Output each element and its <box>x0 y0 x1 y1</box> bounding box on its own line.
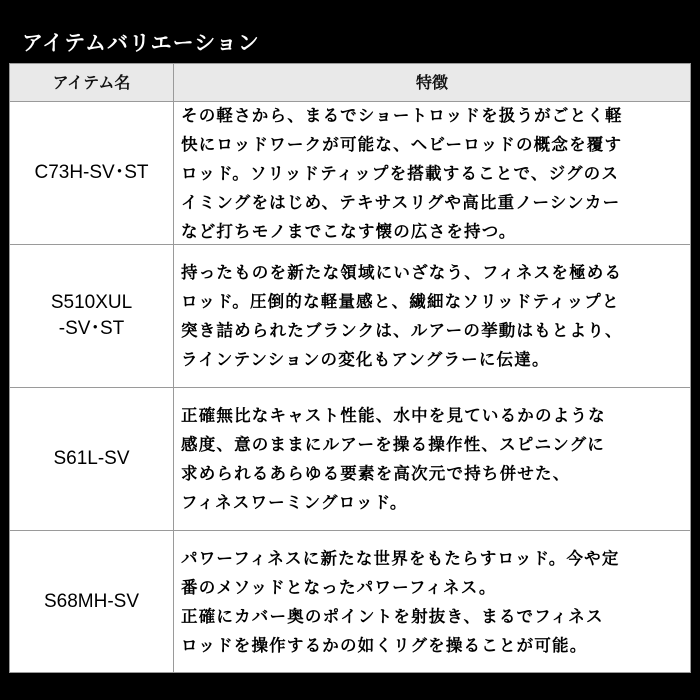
item-name-cell: S61L-SV <box>10 388 174 530</box>
feature-line: 快にロッドワークが可能な、ヘビーロッドの概念を覆す <box>181 134 623 154</box>
table-row <box>10 531 690 672</box>
item-variation-table <box>9 63 691 673</box>
table-row <box>10 388 690 531</box>
table-header <box>10 64 690 102</box>
header-item-name: アイテム名 <box>10 64 174 101</box>
feature-line: 求められるあらゆる要素を高次元で持ち併せた、 <box>181 464 571 483</box>
feature-line: フィネスワーミングロッド。 <box>181 493 408 512</box>
feature-line: など打ちモノまでこなす懐の広さを持つ。 <box>181 221 517 241</box>
table-row <box>10 102 690 245</box>
feature-line: イミングをはじめ、テキサスリグや高比重ノーシンカー <box>181 192 621 212</box>
feature-line: 正確無比なキャスト性能、水中を見ているかのような <box>181 406 606 425</box>
feature-cell <box>181 102 681 244</box>
feature-line: ラインテンションの変化もアングラーに伝達。 <box>181 350 550 369</box>
feature-line: ロッド。圧倒的な軽量感と、繊細なソリッドティップと <box>181 292 620 311</box>
feature-line: その軽さから、まるでショートロッドを扱うがごとく軽 <box>181 105 623 125</box>
feature-line: ロッド。ソリッドティップを搭載することで、ジグのス <box>181 163 620 183</box>
item-name-cell: S510XUL -SV･ST <box>10 245 174 387</box>
header-feature: 特徴 <box>415 73 448 92</box>
feature-line: 感度、意のままにルアーを操る操作性、スピニングに <box>181 435 605 454</box>
feature-line: 番のメソッドとなったパワーフィネス。 <box>181 577 497 597</box>
table-row <box>10 245 690 388</box>
feature-cell <box>181 531 681 672</box>
feature-line: 突き詰められたブランクは、ルアーの挙動はもとより、 <box>181 321 623 340</box>
item-name-cell: C73H-SV･ST <box>10 102 174 244</box>
page-title: アイテムバリエーション <box>22 31 260 55</box>
item-name-cell: S68MH-SV <box>10 531 174 672</box>
feature-cell <box>181 245 681 387</box>
feature-line: 持ったものを新たな領域にいざなう、フィネスを極める <box>181 263 623 282</box>
feature-line: パワーフィネスに新たな世界をもたらすロッド。今や定 <box>181 548 620 568</box>
feature-line: 正確にカバー奥のポイントを射抜き、まるでフィネス <box>181 606 604 626</box>
feature-line: ロッドを操作するかの如くリグを操ることが可能。 <box>181 635 588 655</box>
feature-cell <box>181 388 681 530</box>
